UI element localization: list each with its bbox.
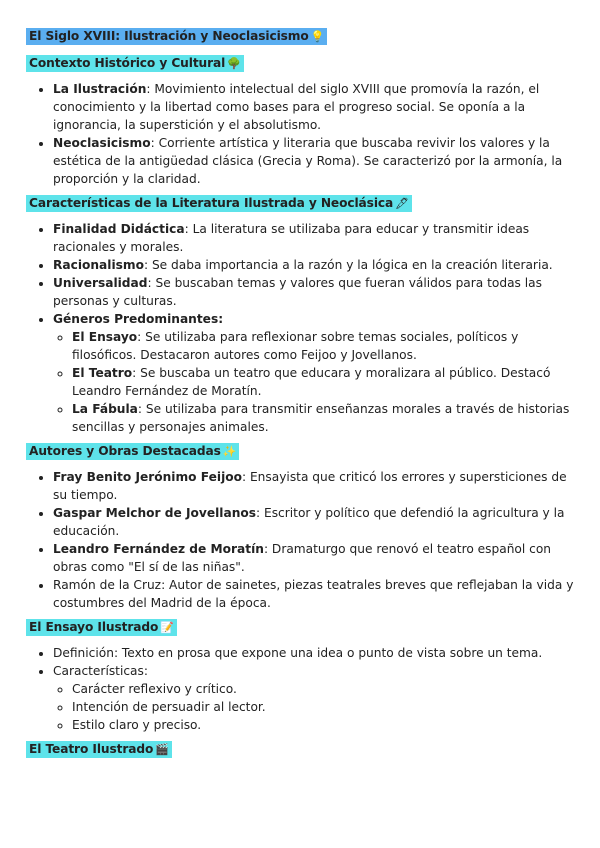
sub-list-item	[72, 716, 574, 734]
list-item	[53, 274, 574, 310]
sub-list-item	[72, 680, 574, 698]
item-text: : Se buscaba un teatro que educara y moralizara al público. Destacó Leandro Fernández de Moratín.	[72, 366, 551, 398]
list-item	[53, 504, 574, 540]
title-highlight	[26, 28, 327, 45]
sub-list	[53, 328, 574, 436]
lightbulb-icon: 💡	[310, 30, 325, 43]
list-item	[53, 220, 574, 256]
list-item	[53, 134, 574, 188]
section-heading-contexto	[26, 54, 574, 72]
item-text: : La literatura se utilizaba para educar y transmitir ideas racionales y morales.	[53, 222, 530, 254]
section-list	[26, 80, 574, 188]
heading-text: Características de la Literatura Ilustrada y Neoclásica	[29, 196, 394, 210]
sub-list-item	[72, 364, 574, 400]
item-term: Leandro Fernández de Moratín	[53, 542, 264, 556]
item-term: Racionalismo	[53, 258, 144, 272]
item-text: :	[218, 312, 224, 326]
section-list	[26, 644, 574, 734]
list-item	[53, 540, 574, 576]
item-text: : Dramaturgo que renovó el teatro español con obras como "El sí de las niñas".	[53, 542, 552, 574]
item-text: Ramón de la Cruz: Autor de sainetes, piezas teatrales breves que reflejaban la vida y costumbres del Madrid de la época.	[53, 578, 574, 610]
section-list	[26, 468, 574, 612]
item-term: Gaspar Melchor de Jovellanos	[53, 506, 257, 520]
heading-text: El Ensayo Ilustrado	[29, 620, 159, 634]
item-text: : Se buscaban temas y valores que fueran válidos para todas las personas y culturas.	[53, 276, 542, 308]
item-term: Fray Benito Jerónimo Feijoo	[53, 470, 242, 484]
sub-list-item	[72, 328, 574, 364]
item-text: : Movimiento intelectual del siglo XVIII que promovía la razón, el conocimiento y la libertad como bases para el progreso social. Se oponía a la ignorancia, la superstición y el absolutismo.	[53, 82, 540, 132]
item-term: La Ilustración	[53, 82, 147, 96]
item-text: Estilo claro y preciso.	[72, 718, 202, 732]
item-text: Carácter reflexivo y crítico.	[72, 682, 237, 696]
item-text: : Corriente artística y literaria que buscaba revivir los valores y la estética de la antigüedad clásica (Grecia y Roma). Se caracterizó por la armonía, la proporción y la claridad.	[53, 136, 563, 186]
item-text: : Escritor y político que defendió la agricultura y la educación.	[53, 506, 565, 538]
item-text: Definición: Texto en prosa que expone una idea o punto de vista sobre un tema.	[53, 646, 543, 660]
heading-highlight	[26, 741, 172, 758]
item-text: : Se utilizaba para reflexionar sobre temas sociales, políticos y filosóficos. Destacaron autores como Feijoo y Jovellanos.	[72, 330, 519, 362]
list-item	[53, 256, 574, 274]
section-heading-ensayo	[26, 618, 574, 636]
item-term: Neoclasicismo	[53, 136, 151, 150]
section-heading-caracteristicas	[26, 194, 574, 212]
item-term: Finalidad Didáctica	[53, 222, 185, 236]
document-title	[26, 27, 574, 45]
list-item	[53, 310, 574, 436]
heading-text: Contexto Histórico y Cultural	[29, 56, 226, 70]
item-term: El Ensayo	[72, 330, 138, 344]
clapperboard-icon: 🎬	[155, 743, 169, 756]
item-term: La Fábula	[72, 402, 138, 416]
title-text: El Siglo XVIII: Ilustración y Neoclasicismo	[29, 29, 309, 43]
heading-text: Autores y Obras Destacadas	[29, 444, 221, 458]
item-text: : Se utilizaba para transmitir enseñanzas morales a través de historias sencillas y personajes animales.	[72, 402, 570, 434]
item-text: : Se daba importancia a la razón y la lógica en la creación literaria.	[143, 258, 553, 272]
heading-highlight	[26, 443, 239, 460]
list-item	[53, 576, 574, 612]
heading-highlight	[26, 619, 177, 636]
sparkles-icon: ✨	[222, 445, 237, 458]
sub-list-item	[72, 698, 574, 716]
list-item	[53, 80, 574, 134]
section-heading-teatro	[26, 740, 574, 758]
list-item	[53, 468, 574, 504]
item-term: Géneros Predominantes	[53, 312, 219, 326]
pen-icon: 🖋	[395, 197, 410, 210]
item-text: Características:	[53, 664, 148, 678]
heading-highlight	[26, 195, 412, 212]
item-term: Universalidad	[53, 276, 148, 290]
heading-highlight	[26, 55, 244, 72]
heading-text: El Teatro Ilustrado	[29, 742, 154, 756]
item-text: Intención de persuadir al lector.	[72, 700, 266, 714]
pencil-icon: 📝	[160, 621, 174, 634]
list-item	[53, 662, 574, 734]
section-list	[26, 220, 574, 436]
item-text: : Ensayista que criticó los errores y supersticiones de su tiempo.	[53, 470, 567, 502]
sub-list	[53, 680, 574, 734]
section-heading-autores	[26, 442, 574, 460]
sub-list-item	[72, 400, 574, 436]
item-term: El Teatro	[72, 366, 133, 380]
list-item	[53, 644, 574, 662]
tree-icon: 🌳	[227, 57, 241, 70]
